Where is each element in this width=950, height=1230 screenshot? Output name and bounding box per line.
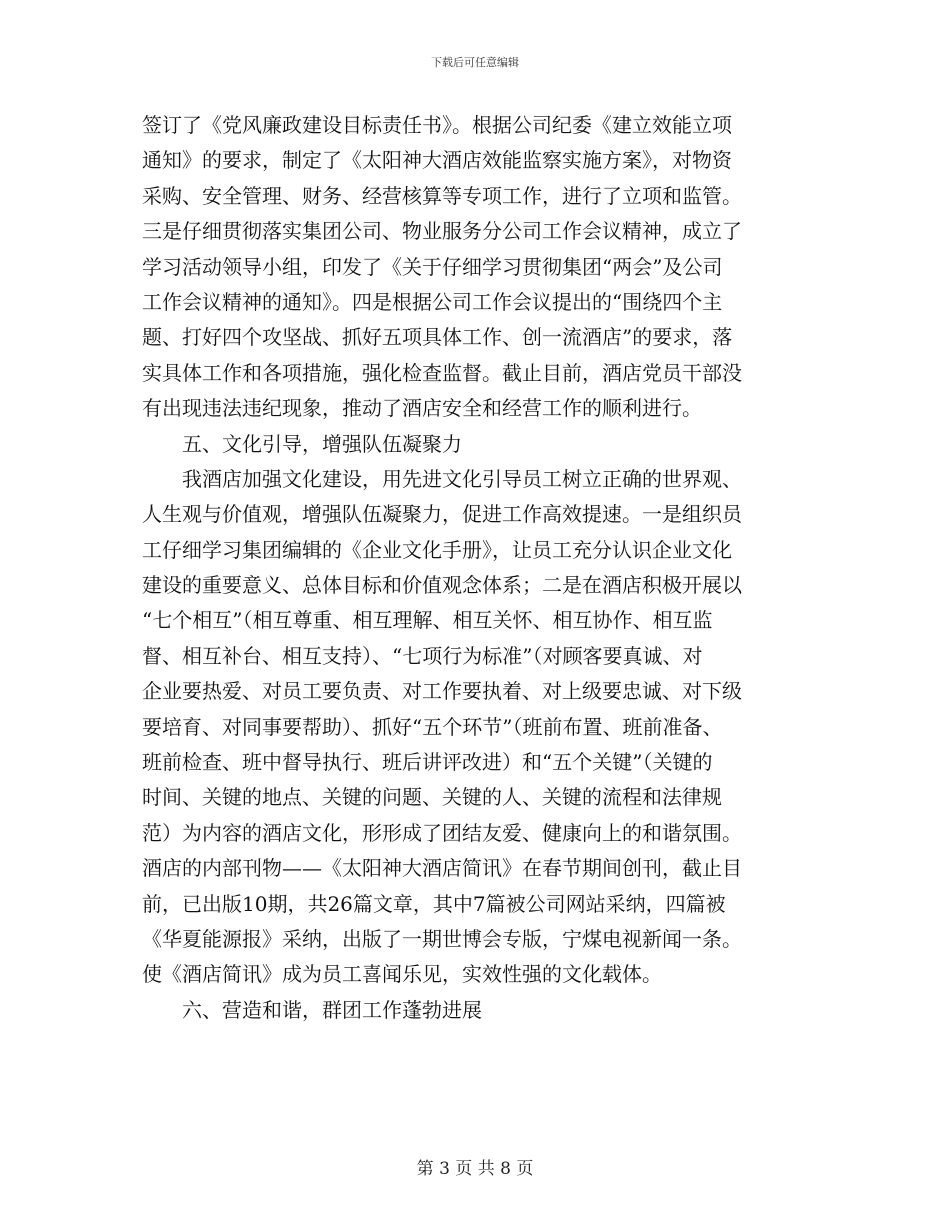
page-footer: 第 3 页 共 8 页	[416, 1159, 534, 1179]
paragraph-line: 工仔细学习集团编辑的《企业文化手册》，让员工充分认识企业文化	[142, 537, 732, 562]
paragraph-line: 督、相互补台、相互支持）、“七项行为标准”（对顾客要真诚、对	[142, 643, 703, 668]
paragraph-line: 建设的重要意义、总体目标和价值观念体系；二是在酒店积极开展以	[142, 573, 742, 598]
paragraph-line: 要培育、对同事要帮助）、抓好“五个环节”（班前布置、班前准备、	[142, 714, 723, 739]
paragraph-line: 范）为内容的酒店文化，形形成了团结友爱、健康向上的和谐氛围。	[142, 820, 742, 845]
paragraph-line: 酒店的内部刊物——《太阳神大酒店简讯》在春节期间创刊，截止目	[142, 856, 742, 881]
paragraph-line: 采购、安全管理、财务、经营核算等专项工作，进行了立项和监管。	[142, 183, 742, 208]
paragraph-line: 人生观与价值观，增强队伍凝聚力，促进工作高效提速。一是组织员	[142, 502, 742, 527]
page-header: 下载后可任意编辑	[431, 56, 519, 69]
paragraph-line: 前，已出版10期，共26篇文章，其中7篇被公司网站采纳，四篇被	[142, 891, 726, 916]
paragraph-line: 有出现违法违纪现象，推动了酒店安全和经营工作的顺利进行。	[142, 396, 702, 421]
paragraph-line: 通知》的要求，制定了《太阳神大酒店效能监察实施方案》，对物资	[142, 148, 732, 173]
paragraph-line: 题、打好四个攻坚战、抓好五项具体工作、创一流酒店”的要求，落	[142, 325, 733, 350]
paragraph-line-indented: 五、文化引导，增强队伍凝聚力	[182, 431, 462, 456]
paragraph-line: 学习活动领导小组，印发了《关于仔细学习贯彻集团“两会”及公司	[142, 254, 723, 279]
paragraph-line: 《华夏能源报》采纳，出版了一期世博会专版，宁煤电视新闻一条。	[142, 926, 742, 951]
paragraph-line-indented: 我酒店加强文化建设，用先进文化引导员工树立正确的世界观、	[182, 466, 742, 491]
paragraph-line: 使《酒店简讯》成为员工喜闻乐见，实效性强的文化载体。	[142, 962, 662, 987]
paragraph-line: 企业要热爱、对员工要负责、对工作要执着、对上级要忠诚、对下级	[142, 679, 742, 704]
document-body	[142, 108, 822, 1028]
paragraph-line: 时间、关键的地点、关键的问题、关键的人、关键的流程和法律规	[142, 785, 722, 810]
paragraph-line: “七个相互”（相互尊重、相互理解、相互关怀、相互协作、相互监	[142, 608, 713, 633]
paragraph-line: 三是仔细贯彻落实集团公司、物业服务分公司工作会议精神，成立了	[142, 219, 742, 244]
paragraph-line: 班前检查、班中督导执行、班后讲评改进）和“五个关键”（关键的	[142, 750, 713, 775]
paragraph-line: 工作会议精神的通知》。四是根据公司工作会议提出的“围绕四个主	[142, 289, 723, 314]
paragraph-line-indented: 六、营造和谐，群团工作蓬勃进展	[182, 997, 482, 1022]
paragraph-line: 实具体工作和各项措施，强化检查监督。截止目前，酒店党员干部没	[142, 360, 742, 385]
paragraph-line: 签订了《党风廉政建设目标责任书》。根据公司纪委《建立效能立项	[142, 113, 732, 137]
